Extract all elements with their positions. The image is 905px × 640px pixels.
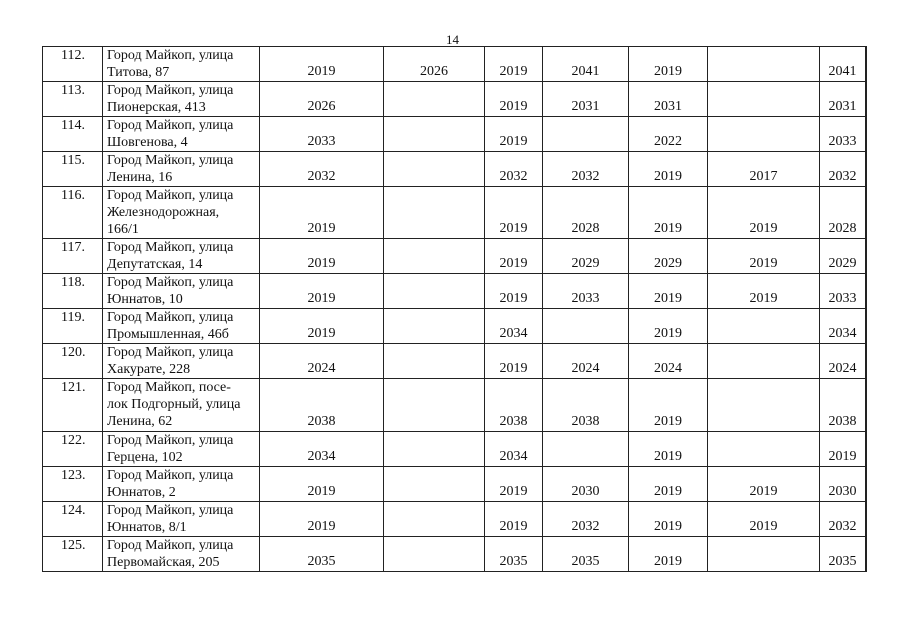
row-number: 118. (43, 274, 103, 309)
address-cell: Город Майкоп, улица Юннатов, 2 (103, 467, 260, 502)
year-cell: 2019 (485, 82, 543, 117)
year-cell: 2032 (543, 152, 629, 187)
table-row (43, 274, 867, 309)
year-cell: 2033 (820, 274, 866, 309)
table-row (43, 82, 867, 117)
empty-cell (866, 432, 867, 467)
year-cell: 2019 (260, 502, 384, 537)
year-cell: 2024 (260, 344, 384, 379)
empty-cell (866, 117, 867, 152)
page-number: 14 (446, 32, 459, 47)
year-cell (543, 117, 629, 152)
year-cell (708, 117, 820, 152)
row-number: 116. (43, 187, 103, 239)
row-number: 122. (43, 432, 103, 467)
row-number: 121. (43, 379, 103, 432)
year-cell: 2019 (485, 187, 543, 239)
year-cell (543, 432, 629, 467)
year-cell: 2038 (260, 379, 384, 432)
year-cell: 2019 (260, 239, 384, 274)
year-cell (384, 152, 485, 187)
year-cell (384, 274, 485, 309)
year-cell: 2031 (629, 82, 708, 117)
table-row (43, 239, 867, 274)
year-cell: 2038 (485, 379, 543, 432)
year-cell: 2022 (629, 117, 708, 152)
year-cell: 2026 (384, 47, 485, 82)
year-cell (384, 187, 485, 239)
year-cell (384, 117, 485, 152)
year-cell: 2019 (485, 502, 543, 537)
year-cell: 2019 (260, 274, 384, 309)
year-cell (384, 502, 485, 537)
year-cell: 2019 (485, 47, 543, 82)
year-cell: 2019 (260, 467, 384, 502)
address-cell: Город Майкоп, улица Юннатов, 10 (103, 274, 260, 309)
year-cell: 2033 (820, 117, 866, 152)
table-row (43, 467, 867, 502)
year-cell: 2030 (820, 467, 866, 502)
year-cell (708, 432, 820, 467)
year-cell: 2030 (543, 467, 629, 502)
address-cell: Город Майкоп, улица Ленина, 16 (103, 152, 260, 187)
table-row (43, 117, 867, 152)
row-number: 119. (43, 309, 103, 344)
year-cell: 2029 (543, 239, 629, 274)
year-cell (384, 432, 485, 467)
year-cell: 2034 (820, 309, 866, 344)
table-row (43, 187, 867, 239)
address-cell: Город Майкоп, улица Железнодорожная, 166/1 (103, 187, 260, 239)
year-cell: 2019 (260, 187, 384, 239)
year-cell: 2017 (708, 152, 820, 187)
year-cell (708, 537, 820, 572)
year-cell: 2035 (543, 537, 629, 572)
year-cell: 2019 (485, 117, 543, 152)
empty-cell (866, 502, 867, 537)
year-cell: 2031 (543, 82, 629, 117)
empty-cell (866, 239, 867, 274)
year-cell: 2031 (820, 82, 866, 117)
row-number: 124. (43, 502, 103, 537)
year-cell: 2035 (260, 537, 384, 572)
year-cell (384, 239, 485, 274)
address-cell: Город Майкоп, улица Шовгенова, 4 (103, 117, 260, 152)
year-cell: 2028 (820, 187, 866, 239)
address-cell: Город Майкоп, улица Промышленная, 46б (103, 309, 260, 344)
year-cell: 2028 (543, 187, 629, 239)
table-row (43, 47, 867, 82)
address-cell: Город Майкоп, посе- лок Подгорный, улица Ленина, 62 (103, 379, 260, 432)
table-row (43, 502, 867, 537)
year-cell (708, 344, 820, 379)
year-cell (708, 47, 820, 82)
year-cell: 2033 (543, 274, 629, 309)
year-cell (708, 309, 820, 344)
row-number: 120. (43, 344, 103, 379)
year-cell (384, 82, 485, 117)
row-number: 113. (43, 82, 103, 117)
empty-cell (866, 187, 867, 239)
year-cell (543, 309, 629, 344)
table-row (43, 432, 867, 467)
year-cell: 2035 (820, 537, 866, 572)
year-cell: 2032 (260, 152, 384, 187)
empty-cell (866, 82, 867, 117)
address-cell: Город Майкоп, улица Пионерская, 413 (103, 82, 260, 117)
empty-cell (866, 152, 867, 187)
year-cell: 2026 (260, 82, 384, 117)
row-number: 114. (43, 117, 103, 152)
year-cell: 2019 (708, 239, 820, 274)
year-cell (384, 344, 485, 379)
year-cell: 2029 (820, 239, 866, 274)
year-cell: 2019 (629, 537, 708, 572)
year-cell (708, 82, 820, 117)
row-number: 123. (43, 467, 103, 502)
row-number: 112. (43, 47, 103, 82)
address-cell: Город Майкоп, улица Депутатская, 14 (103, 239, 260, 274)
table-row (43, 379, 867, 432)
year-cell: 2041 (820, 47, 866, 82)
address-cell: Город Майкоп, улица Хакурате, 228 (103, 344, 260, 379)
empty-cell (866, 309, 867, 344)
year-cell: 2024 (543, 344, 629, 379)
year-cell: 2032 (820, 502, 866, 537)
year-cell: 2038 (820, 379, 866, 432)
year-cell: 2019 (708, 187, 820, 239)
year-cell: 2019 (485, 344, 543, 379)
table-row (43, 152, 867, 187)
year-cell: 2019 (629, 467, 708, 502)
year-cell: 2019 (629, 379, 708, 432)
year-cell: 2033 (260, 117, 384, 152)
year-cell: 2032 (485, 152, 543, 187)
row-number: 125. (43, 537, 103, 572)
table-row (43, 309, 867, 344)
empty-cell (866, 467, 867, 502)
year-cell: 2029 (629, 239, 708, 274)
year-cell: 2019 (629, 274, 708, 309)
address-cell: Город Майкоп, улица Титова, 87 (103, 47, 260, 82)
empty-cell (866, 47, 867, 82)
year-cell: 2041 (543, 47, 629, 82)
year-cell: 2019 (260, 309, 384, 344)
year-cell: 2019 (629, 309, 708, 344)
year-cell: 2038 (543, 379, 629, 432)
empty-cell (866, 537, 867, 572)
year-cell: 2019 (708, 467, 820, 502)
year-cell: 2034 (485, 432, 543, 467)
address-cell: Город Майкоп, улица Юннатов, 8/1 (103, 502, 260, 537)
year-cell (384, 467, 485, 502)
empty-cell (866, 344, 867, 379)
year-cell: 2032 (543, 502, 629, 537)
year-cell: 2024 (629, 344, 708, 379)
year-cell (384, 537, 485, 572)
year-cell: 2019 (629, 432, 708, 467)
year-cell: 2019 (485, 467, 543, 502)
year-cell: 2019 (708, 502, 820, 537)
year-cell: 2019 (708, 274, 820, 309)
table-row (43, 537, 867, 572)
row-number: 115. (43, 152, 103, 187)
year-cell: 2034 (485, 309, 543, 344)
year-cell: 2034 (260, 432, 384, 467)
table-body (43, 47, 867, 572)
year-cell: 2019 (629, 502, 708, 537)
year-cell: 2032 (820, 152, 866, 187)
year-cell: 2019 (485, 274, 543, 309)
table-row (43, 344, 867, 379)
address-cell: Город Майкоп, улица Первомайская, 205 (103, 537, 260, 572)
year-cell: 2019 (629, 187, 708, 239)
buildings-table (42, 46, 867, 572)
year-cell: 2024 (820, 344, 866, 379)
year-cell (384, 379, 485, 432)
year-cell: 2019 (820, 432, 866, 467)
address-cell: Город Майкоп, улица Герцена, 102 (103, 432, 260, 467)
year-cell (708, 379, 820, 432)
empty-cell (866, 274, 867, 309)
year-cell: 2035 (485, 537, 543, 572)
year-cell: 2019 (260, 47, 384, 82)
row-number: 117. (43, 239, 103, 274)
year-cell: 2019 (629, 47, 708, 82)
year-cell: 2019 (629, 152, 708, 187)
year-cell: 2019 (485, 239, 543, 274)
empty-cell (866, 379, 867, 432)
year-cell (384, 309, 485, 344)
